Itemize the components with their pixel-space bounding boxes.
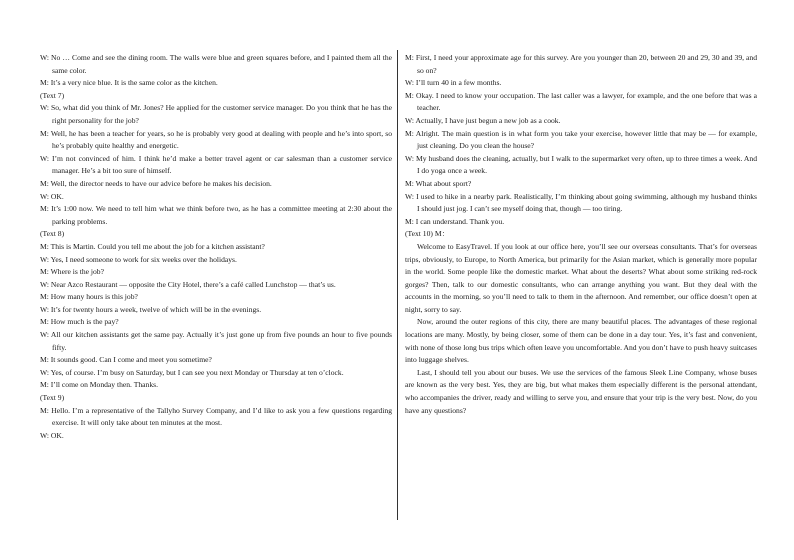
transcript-line: W: I’ll turn 40 in a few months. (405, 78, 502, 88)
transcript-line: M: Where is the job? (40, 267, 104, 277)
transcript-line: M: It’s 1:00 now. We need to tell him what we think before two, as he has a committee meeting at 2:30 about the parking problems. (40, 204, 392, 226)
transcript-paragraph: Now, around the outer regions of this city, there are many beautiful places. The advantages of these regional locations are many. Mostly, by being closer, some of them can be done in a day tour. Yes, it’s fast and convenient, with none of those long bus trips which often leave you uncomfortable. And you don’t have to push heavy suitcases into luggage shelves. (405, 317, 757, 365)
transcript-paragraph: Welcome to EasyTravel. If you look at our office here, you’ll see our overseas consultants. That’s for overseas trips, obviously, to Europe, to North America, but primarily for the Asian market, which is generally more popular in the world. Some people like the domestic market. What about the deserts? What about some striking red-rock gorges? Then, talk to our domestic consultants, who can arrange anything you want. But they deal with the accounts in the morning, so you’ll need to talk to them in the afternoon. And remember, our office doesn’t open at night, sorry to say. (405, 241, 757, 314)
left-text-column (40, 52, 392, 442)
column-divider (397, 50, 398, 520)
transcript-line: W: OK. (40, 191, 64, 201)
transcript-line: W: I’m not convinced of him. I think he’d make a better travel agent or car salesman than a customer service manager. He’s a bit too sure of himself. (40, 153, 392, 176)
transcript-line: M: Well, the director needs to have our advice before he makes his decision. (40, 178, 272, 188)
transcript-line: M: It sounds good. Can I come and meet you sometime? (40, 355, 212, 365)
transcript-line: W: All our kitchen assistants get the same pay. Actually it’s just gone up from five pounds an hour to five pounds fifty. (40, 330, 392, 352)
transcript-line: W: It’s for twenty hours a week, twelve of which will be in the evenings. (40, 304, 262, 314)
transcript-paragraph: Last, I should tell you about our buses. We use the services of the famous Sleek Line Company, whose buses are known as the very best. Yes, they are big, but what makes them especially different is the personal attendant, who accompanies the driver, ready and willing to serve you, and ensure that your trip is the very best. Now, do you have any questions? (405, 367, 757, 415)
transcript-line: W: So, what did you think of Mr. Jones? He applied for the customer service manager. Do you think that he has the right personality for the job? (40, 103, 392, 125)
transcript-line: (Text 10) M： (405, 229, 450, 239)
transcript-line: M: How much is the pay? (40, 317, 119, 327)
transcript-line: W: Actually, I have just begun a new job as a cook. (405, 115, 561, 125)
transcript-line: (Text 9) (40, 393, 65, 403)
transcript-line: W: Yes, of course. I’m busy on Saturday, but I can see you next Monday or Thursday at ten o’clock. (40, 367, 344, 377)
transcript-line: (Text 8) (40, 229, 65, 239)
transcript-line: M: Alright. The main question is in what form you take your exercise, however little that may be — for example, just cleaning. Do you clean the house? (405, 128, 757, 151)
transcript-line: M: First, I need your approximate age for this survey. Are you younger than 20, between 20 and 29, 30 and 39, and so on? (405, 53, 757, 75)
transcript-line: M: Well, he has been a teacher for years, so he is probably very good at dealing with people and he’s into sport, so he’s probably quite healthy and energetic. (40, 128, 392, 151)
transcript-line: M: It’s a very nice blue. It is the same color as the kitchen. (40, 78, 218, 88)
transcript-line: W: No … Come and see the dining room. The walls were blue and green squares before, and I painted them all the same color. (40, 53, 392, 75)
transcript-line: W: Near Azco Restaurant — opposite the City Hotel, there’s a café called Lunchstop — that’s us. (40, 279, 336, 289)
right-text-column (405, 52, 757, 417)
transcript-line: M: This is Martin. Could you tell me about the job for a kitchen assistant? (40, 241, 265, 251)
transcript-line: M: Hello. I’m a representative of the Tallyho Survey Company, and I’d like to ask you a few questions regarding exercise. It will only take about ten minutes at the most. (40, 405, 392, 428)
transcript-line: W: I used to hike in a nearby park. Realistically, I’m thinking about going swimming, although my husband thinks I should just jog. I can’t see myself doing that, though — too tiring. (405, 191, 757, 214)
transcript-line: M: I’ll come on Monday then. Thanks. (40, 380, 158, 390)
transcript-line: M: I can understand. Thank you. (405, 216, 505, 226)
transcript-line: W: My husband does the cleaning, actually, but I walk to the supermarket very often, up to three times a week. And I do yoga once a week. (405, 153, 757, 176)
transcript-line: W: Yes, I need someone to work for six weeks over the holidays. (40, 254, 237, 264)
transcript-line: M: Okay. I need to know your occupation. The last caller was a lawyer, for example, and the one before that was a teacher. (405, 90, 757, 113)
transcript-line: M: How many hours is this job? (40, 292, 138, 302)
transcript-line: M: What about sport? (405, 178, 472, 188)
transcript-line: W: OK. (40, 430, 64, 440)
transcript-line: (Text 7) (40, 90, 65, 100)
